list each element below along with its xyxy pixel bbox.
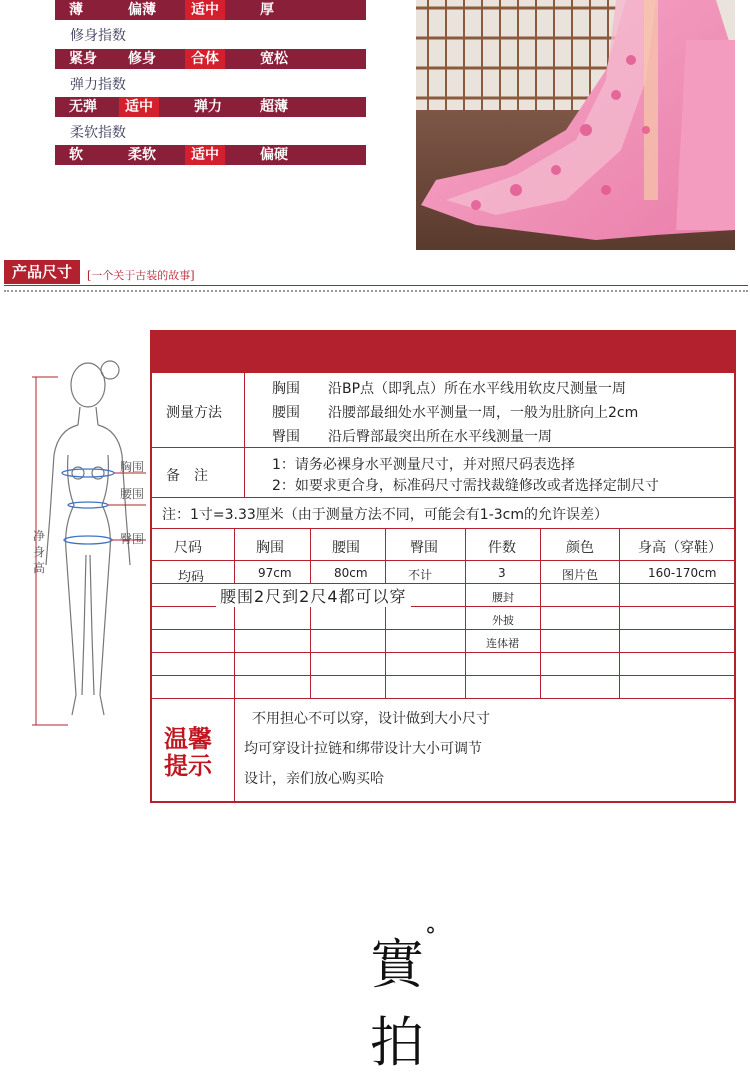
- soft-bar: [55, 145, 366, 165]
- soft-index-label: 柔软指数: [70, 125, 126, 141]
- note-1: 1：请务必裸身水平测量尺寸，并对照尺码表选择: [272, 457, 575, 473]
- product-photo: [416, 0, 735, 250]
- elastic-option: 超薄: [260, 99, 288, 115]
- waist-range-note: 腰围2尺到2尺4都可以穿: [216, 584, 411, 607]
- cell-size: 均码: [178, 570, 205, 585]
- section-divider: [4, 285, 748, 286]
- real-shot-char-1: 實: [370, 933, 424, 996]
- size-table: [150, 330, 736, 803]
- thickness-option: 薄: [69, 2, 83, 18]
- degree-mark: °: [425, 924, 436, 949]
- soft-option-selected: 适中: [185, 145, 225, 165]
- fit-option: 宽松: [260, 51, 288, 67]
- col-header-color: 颜色: [566, 540, 594, 556]
- piece-item: 腰封: [492, 591, 514, 604]
- tip-title-line2: 提示: [164, 752, 212, 780]
- col-header-bust: 胸围: [256, 540, 284, 556]
- cell-pieces: 3: [498, 566, 506, 580]
- col-header-waist: 腰围: [332, 540, 360, 556]
- measure-name-hip: 臀围: [272, 429, 300, 445]
- elastic-option-selected: 适中: [119, 97, 159, 117]
- col-header-height: 身高（穿鞋）: [638, 540, 722, 556]
- piece-item: 外披: [492, 614, 514, 627]
- thickness-option: 厚: [260, 2, 274, 18]
- figure-label-bust: 胸围: [120, 460, 145, 474]
- col-header-size: 尺码: [174, 540, 202, 556]
- fit-option: 紧身: [69, 51, 97, 67]
- elastic-option: 无弹: [69, 99, 97, 115]
- section-tag: [4, 260, 80, 284]
- measure-name-waist: 腰围: [272, 405, 300, 421]
- figure-label-height: 净身高: [33, 529, 46, 575]
- soft-option: 偏硬: [260, 147, 288, 163]
- tip-line-3: 设计，亲们放心购买哈: [244, 771, 384, 787]
- elastic-index-label: 弹力指数: [70, 77, 126, 93]
- measure-name-bust: 胸围: [272, 381, 300, 397]
- measure-desc-waist: 沿腰部最细处水平测量一周，一般为肚脐向上2cm: [328, 405, 639, 421]
- table-header-band: [152, 332, 734, 372]
- body-figure: [28, 355, 150, 740]
- thickness-option: 偏薄: [128, 2, 156, 18]
- thickness-bar: [55, 0, 366, 20]
- tip-line-2: 均可穿设计拉链和绑带设计大小可调节: [244, 741, 482, 757]
- soft-option: 柔软: [128, 147, 156, 163]
- fit-index-label: 修身指数: [70, 28, 126, 44]
- thickness-option-selected: 适中: [185, 0, 225, 20]
- cell-bust: 97cm: [258, 566, 292, 580]
- elastic-bar: [55, 97, 366, 117]
- measure-method-title: 测量方法: [166, 405, 222, 421]
- measure-desc-bust: 沿BP点（即乳点）所在水平线用软皮尺测量一周: [328, 381, 627, 397]
- real-shot-char-2: 拍: [370, 1011, 424, 1074]
- fit-option: 修身: [128, 51, 156, 67]
- elastic-option: 弹力: [194, 99, 222, 115]
- notes-title: 备 注: [166, 468, 208, 484]
- unit-note: 注：1寸=3.33厘米（由于测量方法不同，可能会有1-3cm的允许误差）: [162, 507, 609, 523]
- figure-label-hip: 臀围: [120, 532, 145, 546]
- section-dotted-divider: [4, 290, 748, 292]
- fit-bar: [55, 49, 366, 69]
- tip-title-line1: 温馨: [164, 725, 212, 753]
- fit-option-selected: 合体: [185, 49, 225, 69]
- cell-hip: 不计: [408, 568, 433, 582]
- col-header-hip: 臀围: [410, 540, 438, 556]
- measure-desc-hip: 沿后臀部最突出所在水平线测量一周: [328, 429, 552, 445]
- tip-line-1: 不用担心不可以穿，设计做到大小尺寸: [252, 711, 490, 727]
- figure-label-waist: 腰围: [120, 487, 145, 501]
- section-subtitle: [一个关于古装的故事]: [87, 269, 195, 282]
- piece-item: 连体裙: [486, 637, 519, 650]
- cell-waist: 80cm: [334, 566, 368, 580]
- cell-height: 160-170cm: [648, 566, 717, 580]
- cell-color: 图片色: [562, 568, 599, 582]
- col-header-pieces: 件数: [488, 540, 516, 556]
- soft-option: 软: [69, 147, 83, 163]
- note-2: 2：如要求更合身，标准码尺寸需找裁缝修改或者选择定制尺寸: [272, 478, 659, 494]
- section-title: 产品尺寸: [11, 263, 72, 281]
